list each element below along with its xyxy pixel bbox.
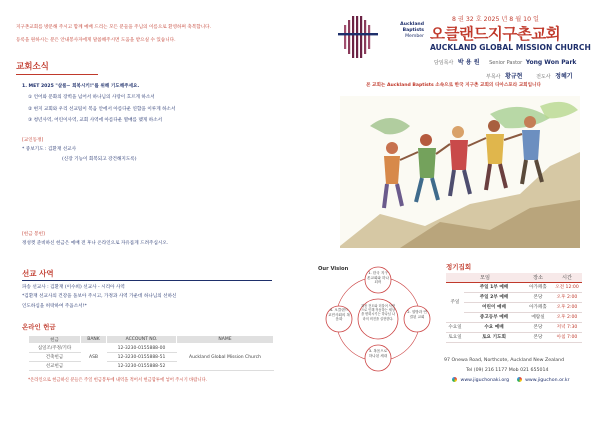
schedule-header-row	[446, 273, 582, 282]
mission-line: 파송 선교사 : 김환재 (이수희) 선교사 - 시리아 사역	[22, 285, 125, 290]
baptists-line: Baptists	[402, 27, 424, 33]
vision-node-2: 2. 열방과 연결된 교회	[407, 310, 427, 319]
pastor-label: 담임목사	[434, 60, 454, 66]
web-globe-icon	[452, 377, 457, 382]
deacon-label: 부목사	[486, 74, 501, 80]
col-header: 모임	[446, 273, 524, 282]
table-row	[446, 302, 582, 312]
offering-table	[28, 335, 274, 371]
vision-node-3: 3. 복음으로 하나된 세대	[368, 349, 388, 358]
table-row	[446, 282, 582, 292]
table-row	[446, 292, 582, 302]
baptists-logo	[334, 14, 382, 60]
staff-line	[486, 71, 573, 80]
account-number: 12-3230-0155888-52	[107, 362, 177, 371]
table-row	[446, 322, 582, 332]
account-number: 12-3230-0155888-00	[107, 344, 177, 353]
col-header: 시간	[552, 273, 582, 282]
welcome-text	[16, 25, 286, 45]
service-place: 본당	[524, 292, 552, 302]
footnote: *온라인으로 헌금하신 분들은 주일 헌금봉투에 내역을 적어서 헌금함투에 넣어 주시기 바랍니다.	[28, 378, 208, 383]
col-header: 헌금	[29, 336, 81, 344]
service-time: 저녁 7:30	[552, 322, 582, 332]
schedule-group: 토요일	[446, 332, 464, 342]
service-time: 아침 7:00	[552, 332, 582, 342]
prayer-sub: (신장 기능이 회복되고 강건해지도록)	[62, 156, 137, 162]
vision-node-4: 4. 오클랜드 교민사회의 복음화	[328, 308, 350, 322]
pastor-en-label: Senior Pastor	[489, 60, 523, 66]
offering-note: 정성껏 준비하신 헌금은 예배 전 후나 온라인으로 자유롭게 드려주십시오.	[22, 241, 169, 247]
prayer-title: [교인동정]	[22, 138, 44, 143]
baptists-line: Auckland	[400, 22, 424, 27]
service-time: 오전 12:00	[552, 282, 582, 292]
table-row	[446, 332, 582, 342]
website-row	[452, 377, 570, 383]
baptists-text	[388, 22, 424, 39]
prayer-section	[22, 138, 292, 163]
offering-type: 선교헌금	[29, 362, 81, 371]
church-name-english: AUCKLAND GLOBAL MISSION CHURCH	[430, 43, 591, 52]
table-row	[29, 344, 274, 353]
service-time: 오후 2:00	[552, 312, 582, 322]
col-header: NAME	[177, 336, 274, 344]
service-name: 토요 기도회	[464, 332, 524, 342]
met-item: ① 언어와 문화의 장벽을 넘어서 하나님의 사랑이 흐르게 하소서	[28, 95, 155, 101]
hiking-illustration	[340, 96, 580, 248]
offering-note-section	[22, 232, 292, 248]
service-name: 어린이 예배	[464, 302, 524, 312]
web-globe-icon	[517, 377, 522, 382]
vision-diagram	[318, 262, 438, 374]
vision-node-1: 1. 한국 지구촌교회와 하나되어	[367, 271, 389, 285]
schedule-group: 주일	[446, 282, 464, 322]
bank-name: ASB	[81, 344, 107, 371]
col-header: 장소	[524, 273, 552, 282]
service-place: 아가페홀	[524, 302, 552, 312]
service-name: 수요 예배	[464, 322, 524, 332]
address: 97 Onewa Road, Northcote, Auckland New Zealand	[444, 358, 565, 363]
deacon-name: 황규현	[505, 73, 523, 80]
mission-desc-2: 인도하심을 허락하여 주옵소서!*	[22, 303, 87, 309]
met-item: ② 현지 교회와 우리 선교팀이 복음 안에서 아름다운 연합을 이루게 하소서	[28, 106, 176, 112]
baptists-line: Member	[405, 33, 424, 39]
schedule-group: 수요일	[446, 322, 464, 332]
prayer-line: * 중보기도 : 김환재 선교사	[22, 147, 77, 153]
pastor-name: 박 용 원	[457, 59, 480, 66]
met-line: 1. MET 2025 "살롬~ 회복시키!"를 위해 기도해주세요.	[22, 84, 140, 89]
service-time: 오후 2:00	[552, 292, 582, 302]
phone: Tel (09) 216 1177 Mob 021 655014	[466, 368, 549, 373]
offering-type: 십일조/주정/기타	[29, 344, 81, 353]
evangelist-label: 전도사	[536, 74, 551, 80]
service-name: 주일 2부 예배	[464, 292, 524, 302]
pastor-line	[434, 57, 576, 66]
offering-type: 건축헌금	[29, 353, 81, 362]
col-header: BANK	[81, 336, 107, 344]
service-place: 아가페홀	[524, 282, 552, 292]
vision-title: Our Vision	[318, 266, 349, 272]
online-offering-title: 온라인 헌금	[22, 323, 56, 331]
service-name: 주일 1부 예배	[464, 282, 524, 292]
welcome-line-1: 지구촌교회를 방문해 주시고 함께 예배 드리는 모든 분들을 주님의 이름으로 환영하며 축복합니다.	[16, 25, 212, 30]
website-link[interactable]: www.jiguchon.or.kr	[525, 378, 570, 383]
news-title: 교회소식	[16, 62, 49, 72]
member-note: 본 교회는 Auckland Baptists 소속으로 한국 지구촌 교회의 디아스포라 교회입니다	[366, 83, 541, 88]
account-name: Auckland Global Mission Church	[177, 344, 274, 371]
mission-desc-1: *김환재 선교사의 건강을 돌보아 주시고, 가정과 사역 가운데 하나님의 선하신	[22, 294, 177, 300]
service-place: 본당	[524, 322, 552, 332]
schedule-table	[446, 273, 582, 343]
service-place: 예람실	[524, 312, 552, 322]
welcome-line-2: 등록을 원하시는 분은 안내봉사자에게 말씀해주시면 도움을 받으실 수 있습니다.	[16, 38, 176, 44]
mission-title: 선교 사역	[22, 269, 54, 278]
schedule-title: 정기집회	[446, 263, 472, 271]
col-header: ACCOUNT NO.	[107, 336, 177, 344]
mission-section	[22, 285, 292, 310]
offering-note-title: [헌금 봉헌]	[22, 232, 45, 237]
service-place: 본당	[524, 332, 552, 342]
service-name: 중고등부 예배	[464, 312, 524, 322]
news-rule	[16, 74, 98, 75]
church-name-korean: 오클랜드지구촌교회	[430, 25, 561, 43]
met-section	[22, 84, 292, 125]
offering-header-row	[29, 336, 274, 344]
pastor-en-name: Yong Won Park	[525, 59, 577, 66]
evangelist-name: 정혜기	[555, 73, 573, 80]
service-time: 오후 2:00	[552, 302, 582, 312]
vision-center: 복음 전도와 더불어 사람으로 인해 작동하는 세상을 변화시키는 하나님 나라의 비전을 실현한다.	[361, 304, 395, 321]
mission-rule	[22, 280, 272, 281]
met-item: ③ 청년사역, 어린이사역, 교회 사역에 아름다운 열매를 맺게 하소서	[28, 118, 163, 124]
account-number: 12-3230-0155888-51	[107, 353, 177, 362]
issue-date: 8 권 32 호 2025 년 8 월 10 일	[452, 16, 539, 23]
table-row	[446, 312, 582, 322]
website-link[interactable]: www.jiguchonaki.org	[460, 378, 510, 383]
